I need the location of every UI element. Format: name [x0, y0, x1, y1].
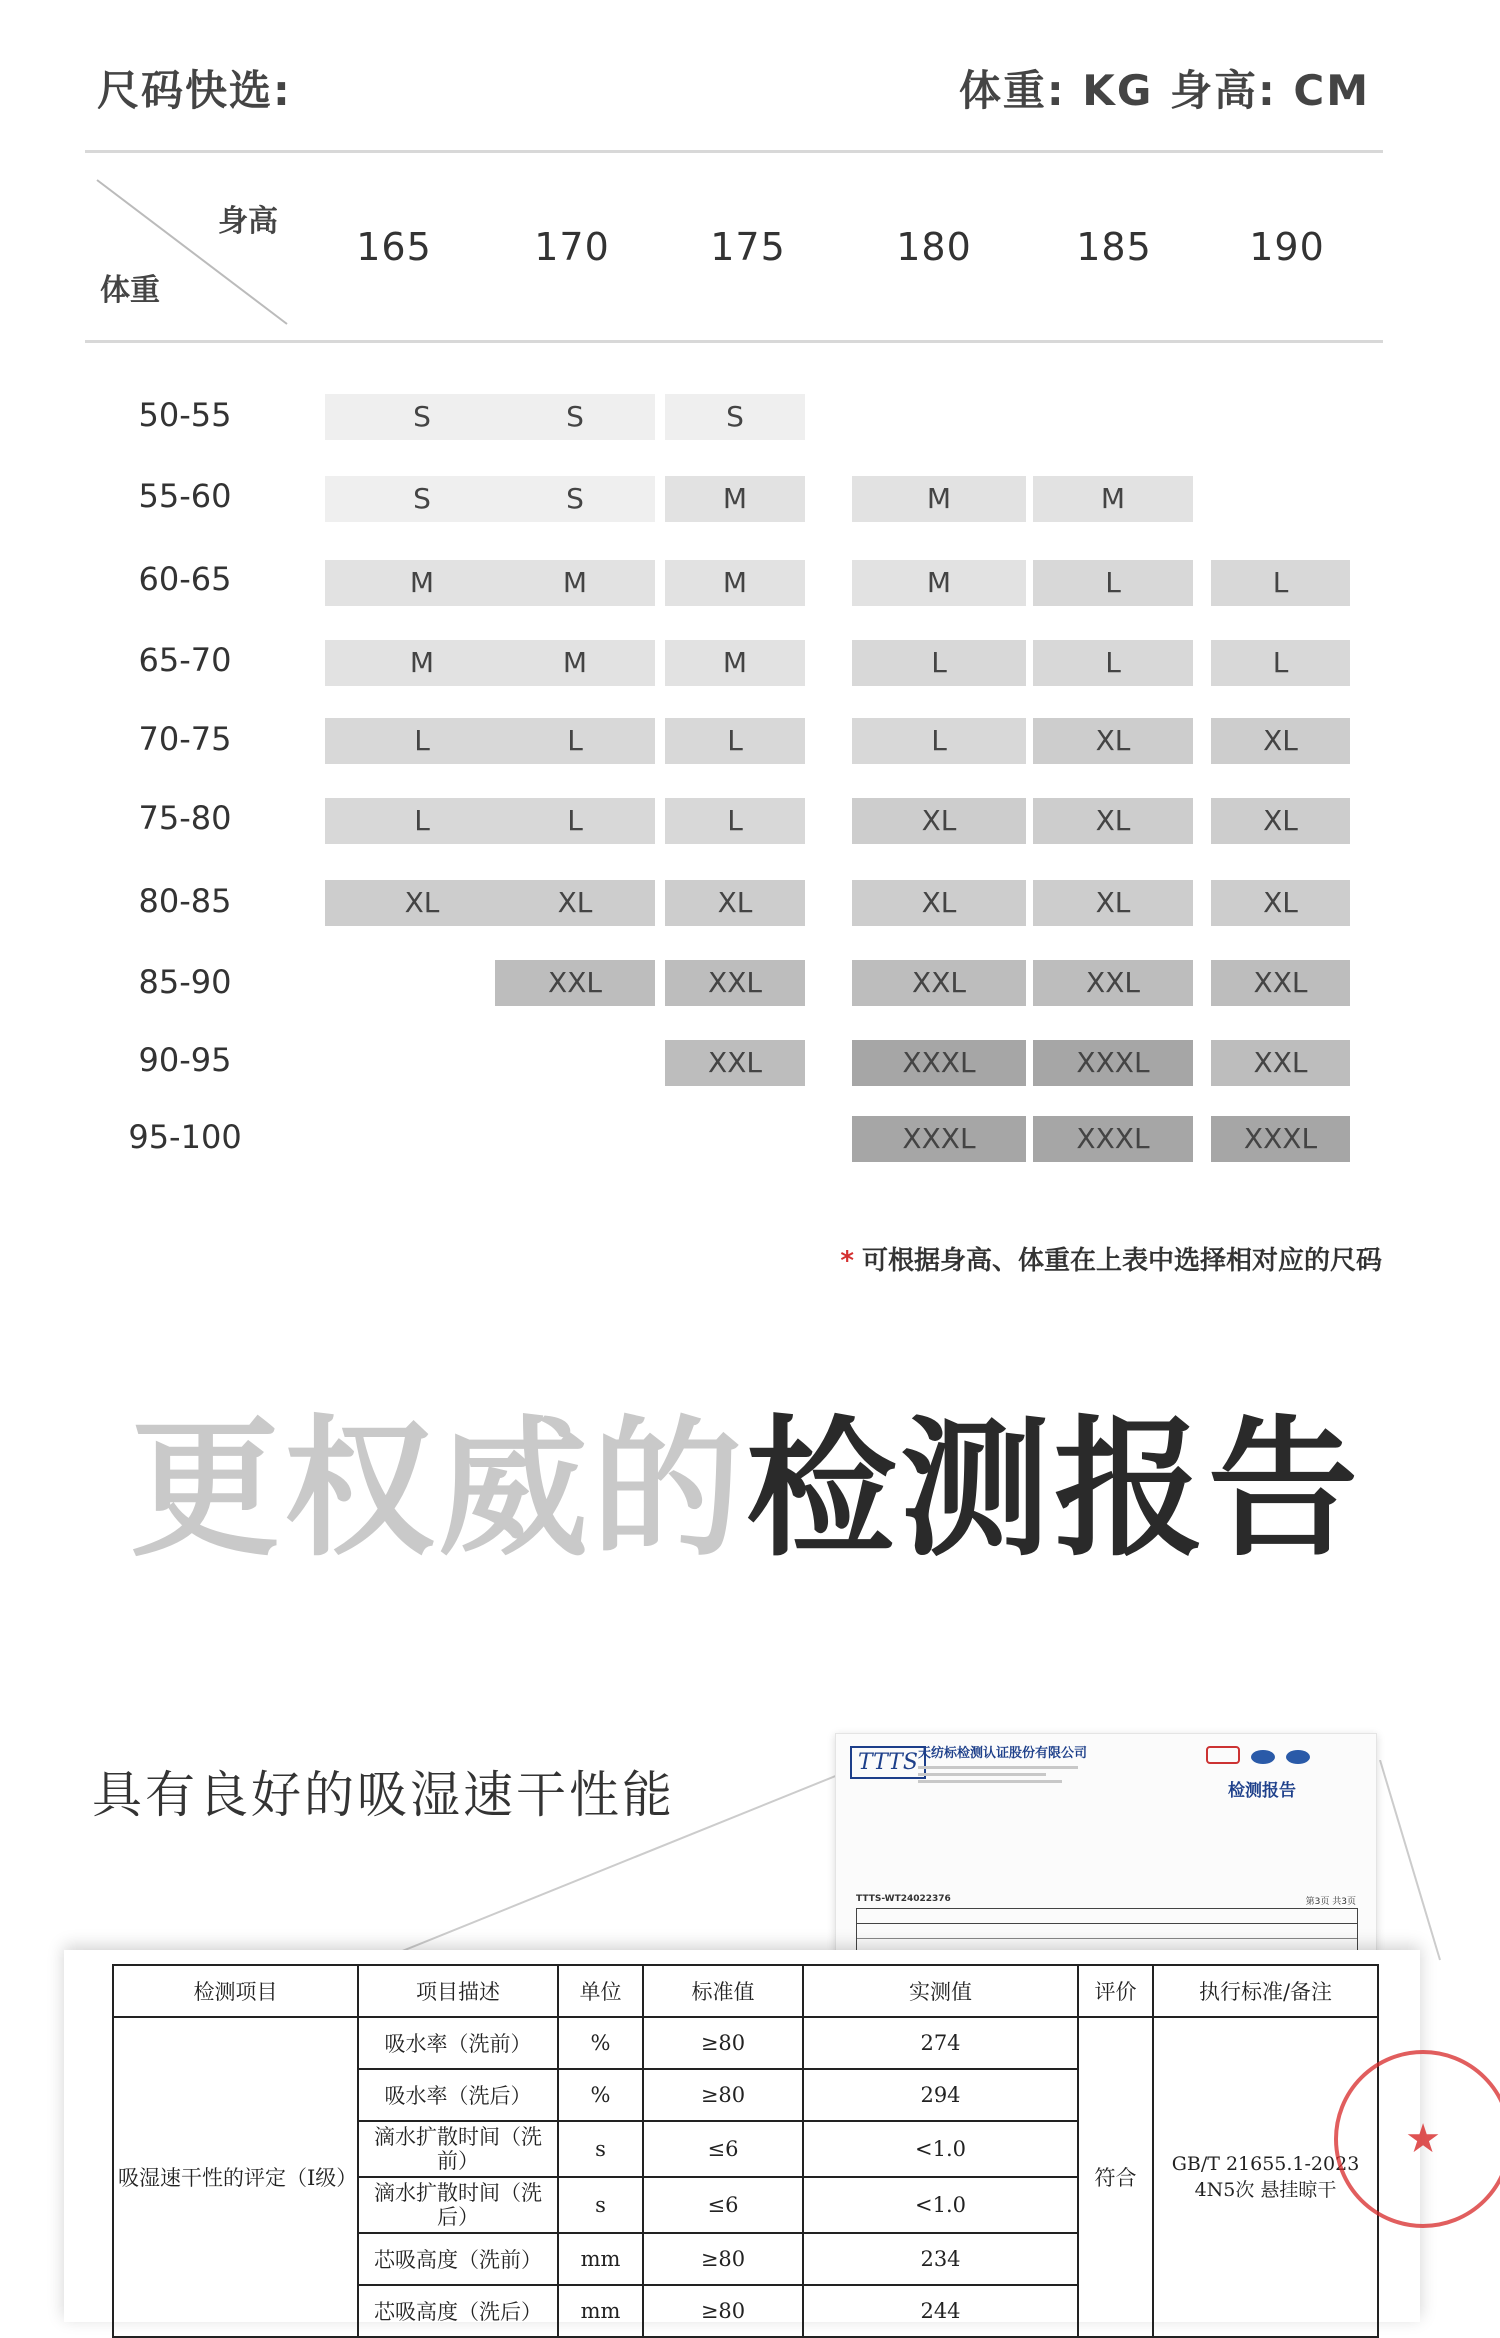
- height-header: 185: [1076, 225, 1152, 269]
- size-cell: XL: [1033, 718, 1193, 764]
- height-header: 165: [356, 225, 432, 269]
- certification-marks-icon: [1206, 1746, 1356, 1766]
- size-cell: S: [665, 394, 805, 440]
- size-cell: XXXL: [1033, 1116, 1193, 1162]
- size-cell: M: [665, 476, 805, 522]
- weight-row-label: 75-80: [138, 799, 232, 837]
- header-cell: 评价: [1078, 1965, 1153, 2017]
- size-cell: L: [1033, 560, 1193, 606]
- value-cell: 294: [803, 2069, 1078, 2121]
- weight-axis-label: 体重: [100, 273, 160, 308]
- header-divider: [85, 340, 1383, 343]
- value-cell: <1.0: [803, 2121, 1078, 2177]
- org-subtitle-lines: [918, 1762, 1078, 1792]
- weight-row-label: 50-55: [138, 396, 232, 434]
- value-cell: 234: [803, 2233, 1078, 2285]
- size-cell: M: [852, 560, 1026, 606]
- weight-row-label: 60-65: [138, 560, 232, 598]
- size-cell: M: [325, 640, 519, 686]
- weight-row-label: 70-75: [138, 720, 232, 758]
- size-cell: XXXL: [1033, 1040, 1193, 1086]
- size-cell: L: [665, 798, 805, 844]
- test-item-cell: 吸湿速干性的评定（I级）: [113, 2017, 358, 2337]
- size-cell: S: [495, 394, 655, 440]
- desc-cell: 芯吸高度（洗后）: [358, 2285, 558, 2337]
- desc-cell: 吸水率（洗前）: [358, 2017, 558, 2069]
- unit-cell: s: [558, 2177, 643, 2233]
- report-document-front: [64, 1950, 1441, 2324]
- header-cell: 标准值: [643, 1965, 803, 2017]
- size-cell: XL: [1033, 880, 1193, 926]
- size-cell: XXL: [1033, 960, 1193, 1006]
- value-cell: 274: [803, 2017, 1078, 2069]
- size-cell: XXL: [852, 960, 1026, 1006]
- official-seal-icon: ★: [1334, 2050, 1500, 2228]
- size-cell: XL: [1211, 798, 1350, 844]
- header-cell: 单位: [558, 1965, 643, 2017]
- unit-cell: %: [558, 2017, 643, 2069]
- feature-text: 具有良好的吸湿速干性能: [92, 1766, 675, 1824]
- size-cell: M: [665, 640, 805, 686]
- height-header: 175: [710, 225, 786, 269]
- size-cell: XXXL: [852, 1116, 1026, 1162]
- size-cell: L: [1033, 640, 1193, 686]
- header-cell: 项目描述: [358, 1965, 558, 2017]
- standard-cell: ≥80: [643, 2233, 803, 2285]
- size-cell: XXXL: [852, 1040, 1026, 1086]
- weight-row-label: 90-95: [138, 1041, 232, 1079]
- standard-cell: ≥80: [643, 2069, 803, 2121]
- org-name: 天纺标检测认证股份有限公司: [918, 1746, 1088, 1761]
- size-note: [840, 1240, 1382, 1277]
- size-cell: XXL: [1211, 1040, 1350, 1086]
- weight-row-label: 80-85: [138, 882, 232, 920]
- standard-cell: ≤6: [643, 2177, 803, 2233]
- size-cell: XL: [1211, 880, 1350, 926]
- section-title-light: 更权威的: [130, 1403, 747, 1577]
- section-title-dark: 检测报告: [746, 1403, 1363, 1577]
- size-cell: M: [495, 560, 655, 606]
- standard-cell: ≥80: [643, 2017, 803, 2069]
- unit-label: 体重: KG 身高: CM: [958, 66, 1370, 115]
- size-cell: S: [325, 476, 519, 522]
- header-cell: 执行标准/备注: [1153, 1965, 1378, 2017]
- table-header-row: [113, 1965, 1378, 2017]
- report-document-back: [835, 1733, 1377, 1965]
- weight-row-label: 85-90: [138, 963, 232, 1001]
- desc-cell: 滴水扩散时间（洗后）: [358, 2177, 558, 2233]
- value-cell: <1.0: [803, 2177, 1078, 2233]
- value-cell: 244: [803, 2285, 1078, 2337]
- desc-cell: 芯吸高度（洗前）: [358, 2233, 558, 2285]
- size-cell: L: [495, 718, 655, 764]
- size-cell: XL: [1033, 798, 1193, 844]
- size-cell: L: [852, 718, 1026, 764]
- weight-row-label: 95-100: [128, 1118, 242, 1156]
- size-cell: XL: [852, 798, 1026, 844]
- height-header: 170: [534, 225, 610, 269]
- size-cell: M: [325, 560, 519, 606]
- height-header: 190: [1249, 225, 1325, 269]
- size-cell: XXL: [495, 960, 655, 1006]
- size-cell: S: [325, 394, 519, 440]
- size-cell: L: [495, 798, 655, 844]
- unit-cell: mm: [558, 2285, 643, 2337]
- size-cell: XL: [852, 880, 1026, 926]
- header-cell: 实测值: [803, 1965, 1078, 2017]
- note-star: *: [840, 1246, 854, 1276]
- size-cell: L: [665, 718, 805, 764]
- size-cell: XXL: [665, 1040, 805, 1086]
- table-row: [113, 2017, 1378, 2069]
- size-cell: XL: [325, 880, 519, 926]
- size-cell: M: [665, 560, 805, 606]
- unit-cell: %: [558, 2069, 643, 2121]
- height-axis-label: 身高: [218, 204, 278, 239]
- size-cell: XXXL: [1211, 1116, 1350, 1162]
- note-text: 可根据身高、体重在上表中选择相对应的尺码: [861, 1246, 1382, 1276]
- evaluation-cell: 符合: [1078, 2017, 1153, 2337]
- size-cell: XXL: [665, 960, 805, 1006]
- standard-note-cell: GB/T 21655.1-2023 4N5次 悬挂晾干: [1153, 2017, 1378, 2337]
- tts-logo-icon: TTTS: [850, 1746, 926, 1779]
- standard-cell: ≤6: [643, 2121, 803, 2177]
- size-cell: M: [495, 640, 655, 686]
- size-cell: XL: [1211, 718, 1350, 764]
- desc-cell: 滴水扩散时间（洗前）: [358, 2121, 558, 2177]
- size-cell: L: [852, 640, 1026, 686]
- height-header: 180: [896, 225, 972, 269]
- size-cell: L: [1211, 560, 1350, 606]
- size-cell: M: [852, 476, 1026, 522]
- report-number: TTTS-WT24022376: [856, 1894, 951, 1904]
- desc-cell: 吸水率（洗后）: [358, 2069, 558, 2121]
- standard-cell: ≥80: [643, 2285, 803, 2337]
- size-cell: XXL: [1211, 960, 1350, 1006]
- report-page: 第3页 共3页: [1305, 1897, 1356, 1907]
- unit-cell: s: [558, 2121, 643, 2177]
- test-result-table: [112, 1964, 1379, 2338]
- size-guide-title: 尺码快选:: [97, 66, 292, 115]
- header-cell: 检测项目: [113, 1965, 358, 2017]
- report-title-small: 检测报告: [1228, 1781, 1296, 1801]
- section-title: [130, 1403, 1363, 1577]
- size-cell: XL: [665, 880, 805, 926]
- weight-row-label: 65-70: [138, 641, 232, 679]
- size-cell: S: [495, 476, 655, 522]
- top-divider: [85, 150, 1383, 153]
- size-cell: L: [1211, 640, 1350, 686]
- unit-cell: mm: [558, 2233, 643, 2285]
- size-cell: XL: [495, 880, 655, 926]
- size-cell: L: [325, 798, 519, 844]
- weight-row-label: 55-60: [138, 477, 232, 515]
- size-cell: L: [325, 718, 519, 764]
- size-cell: M: [1033, 476, 1193, 522]
